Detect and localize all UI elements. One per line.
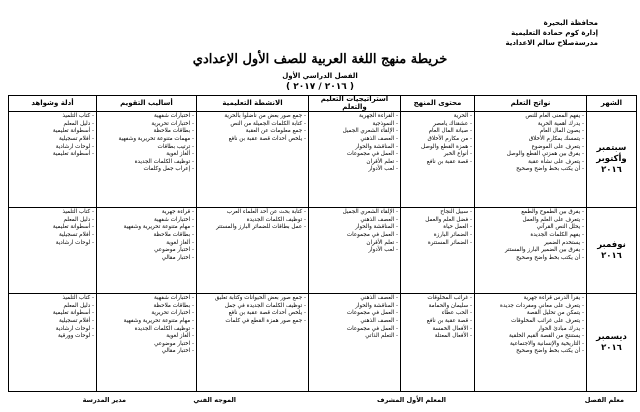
supervisor-signature: الموجه الفني [193,396,236,404]
list-item: - سليمان والحمامة [428,302,472,309]
strategies-cell [309,208,401,294]
list-item: - العمل في مجموعات [346,151,398,158]
list-item: - بطاقات ملاحظة [153,302,194,309]
list-item: - يتعرف على معاني ومفردات جديدة [500,302,584,309]
month-line: ٢٠١٦ [601,342,622,353]
list-item: - العصف الذهني [360,135,398,142]
list-item: - جمع صور بعض من ناضلوا بالحرية [224,113,306,120]
list-item: - يدرك أهمية الحرية [537,120,584,127]
principal-signature: مدير المدرسة [82,396,126,404]
list-item: - يدرك مبادئ الحوار [537,325,584,332]
content-cell [401,294,475,392]
outcomes-cell [475,208,587,294]
list-item: - الحرية [453,113,472,120]
list-item: - العصف الذهني [360,216,398,223]
list-item: - ألغاز لغوية [166,333,194,340]
school-header [506,18,598,48]
column-header: أدلة وشواهد [9,96,97,112]
list-item: - لعب الأدوار [368,166,398,173]
header-line: محافظة البحيرة [543,19,598,27]
list-item: - أن يكتب بخط واضح وصحيح [516,348,584,355]
month-line: سبتمبر [596,143,627,154]
list-item: - اختبارات تحريرية [151,310,194,317]
list-item: - مهمات متنوعة تحريرية وشفهية [118,135,194,142]
month-line: ٢٠١٦ [601,165,622,176]
list-item: - قصة عقبة بن نافع [426,158,472,165]
column-header: أساليب التقويم [97,96,197,112]
month-line: ٢٠١٦ [601,250,622,261]
curriculum-table [8,95,637,392]
table-row [9,208,637,294]
list-item: - أسطوانة تعليمية [52,224,94,231]
column-header: نواتج التعلم [475,96,587,112]
list-item: - فضل العلم والعمل [425,216,472,223]
list-item: - ترتيب بطاقات [157,143,194,150]
list-item: - ألغاز لغوية [166,239,194,246]
month-cell [587,294,637,392]
list-item: - توظيف الكلمات الجديدة [134,158,194,165]
list-item: - اختبارات تحريرية [151,120,194,127]
list-item: - الإلقاء الشعري الجميل [342,209,398,216]
table-row [9,294,637,392]
activities-cell [197,294,309,392]
list-item: - عشقناك يامصر [433,120,472,127]
list-item: - يفرق بين الطموح والطمع [521,209,584,216]
list-item: - يتعرف على الموضوع [531,143,584,150]
header-line: إدارة كوم حمادة التعليمية [511,29,598,37]
list-item: - تعلم الأقران [366,158,398,165]
column-header: الانشطة التعليمية [197,96,309,112]
first-teacher-signature: المعلم الأول المشرف [377,396,446,404]
document-title: خريطة منهج اللغة العربية للصف الأول الإعدادي [192,52,448,67]
list-item: - اختبار مقالي [161,348,194,355]
list-item: - توظيف الكلمات الجديدة [134,325,194,332]
list-item: - غرائب المخلوقات [427,295,472,302]
list-item: - سبيل النجاح [440,209,472,216]
list-item: - أسطوانة تعليمية [52,128,94,135]
list-item: - همزة القطع والوصل [420,143,472,150]
list-item: - توظيف الكلمات الجديدة في جمل [224,302,306,309]
list-item: - الحب عطاء [441,310,472,317]
strategies-cell [309,294,401,392]
evidence-cell [9,294,97,392]
list-item: - اختبارات شفهية [154,113,194,120]
list-item: - اختبار موضوعي [154,247,194,254]
list-item: - جمع صور همزة القطع في كلمات [225,317,306,324]
list-item: - ألغاز لغوية [166,151,194,158]
evidence-cell [9,112,97,208]
list-item: - لوحات ارشادية [55,325,94,332]
list-item: - الأفعال المعتلة [434,333,472,340]
list-item: - كتاب التلميذ [62,209,94,216]
list-item: - أفلام تسجيلية [59,135,94,142]
list-item: - المناقشة والحوار [355,143,398,150]
strategies-cell [309,112,401,208]
month-line: وأكتوبر [596,154,627,165]
list-item: - دليل المعلم [63,120,94,127]
list-item: - التعلم الذاتي [365,333,398,340]
content-cell [401,208,475,294]
list-item: - اختبار مقالي [161,254,194,261]
list-item: - كتاب التلميذ [62,295,94,302]
list-item: - يتعرف على العلم والعمل [522,216,584,223]
list-item: - اختبار موضوعي [154,340,194,347]
list-item: - أنواع الخبر [443,151,472,158]
activities-cell [197,208,309,294]
list-item: - تعلم الأقران [366,239,398,246]
list-item: - يفهم الكلمات الجديدة [530,231,584,238]
evaluation-cell [97,112,197,208]
list-item: - يتمكن من تحليل القصة [526,310,584,317]
evaluation-cell [97,294,197,392]
list-item: - يفرق بين همزتي القطع والوصل [506,151,584,158]
header-line: مدرسةصلاح سالم الاعدادية [505,39,598,47]
table-header-row [9,96,637,112]
list-item: - عمل بطاقات للضمائر البارز والمستتر [216,224,306,231]
list-item: - التاريخية والإنسانية والاجتماعية [509,340,584,347]
table-row [9,112,637,208]
year-label: ( ٢٠١٦ / ٢٠١٧ ) [285,82,355,92]
list-item: - الأفعال الخمسة [432,325,472,332]
column-header: محتوى المنهج [401,96,475,112]
list-item: - لعب الأدوار [368,247,398,254]
list-item: - دليل المعلم [63,216,94,223]
list-item: - توظيف الكلمات الجديدة [246,216,306,223]
list-item: - المناقشة والحوار [355,302,398,309]
list-item: - بطاقات ملاحظة [153,231,194,238]
list-item: - مهام متنوعة تحريرية وشفهية [123,224,194,231]
list-item: - يتعرف على نشأة عقبة [528,158,584,165]
list-item: - أن يكتب بخط واضح وصحيح [516,166,584,173]
column-header: الشهر [587,96,637,112]
list-item: - العمل حياة [443,224,472,231]
month-cell [587,208,637,294]
evaluation-cell [97,208,197,294]
column-header: استراتيجيات التعليم والتعلم [309,96,401,112]
outcomes-cell [475,112,587,208]
list-item: - قراءة جهرية [161,209,194,216]
list-item: - مهام متنوعة تحريرية وشفهية [123,317,194,324]
list-item: - العصف الذهني [360,317,398,324]
teacher-signature: معلم الفصل [584,396,624,404]
list-item: - قصة عقبة بن نافع [426,317,472,324]
month-cell [587,112,637,208]
list-item: - صيانة المال العام [428,128,472,135]
list-item: - يصون المال العام [539,128,584,135]
list-item: - المناقشة والحوار [355,224,398,231]
content-cell [401,112,475,208]
list-item: - لوحات ارشادية [55,143,94,150]
list-item: - العصف الذهني [360,295,398,302]
activities-cell [197,112,309,208]
list-item: - يقرأ الدرس قراءة جهرية [523,295,584,302]
list-item: - من مكارم الأخلاق [427,135,472,142]
list-item: - اختبارات شفهية [154,216,194,223]
list-item: - يلخص أحداث قصة عقبة بن نافع [228,310,306,317]
list-item: - كتابة بحث عن أحد العلماء العرب [226,209,306,216]
list-item: - إعراب جمل وكلمات [143,166,194,173]
month-line: نوفمبر [597,239,626,250]
list-item: - الضمائر البارزة [433,231,472,238]
month-line: ديسمبر [596,331,627,342]
list-item: - أفلام تسجيلية [59,231,94,238]
list-item: - النموذجية [372,120,398,127]
list-item: - أسطوانة تعليمية [52,310,94,317]
list-item: - يستخدم الضمير [544,239,584,246]
list-item: - جمع معلومات عن العقبة [245,128,306,135]
list-item: - يتعرف على غرائب المخلوقات [511,317,584,324]
list-item: - القراءة الجهرية [359,113,398,120]
list-item: - أن يكتب بخط واضح وصحيح [516,254,584,261]
list-item: - يحلل النص القرآني [536,224,584,231]
list-item: - لوحات ارشادية [55,239,94,246]
list-item: - أفلام تسجيلية [59,317,94,324]
list-item: - لوحات وورقية [57,333,94,340]
list-item: - دليل المعلم [63,302,94,309]
list-item: - جمع صور بعض الحيوانات وكتابة تعليق [214,295,306,302]
list-item: - يستنتج من القصة القيم الخلقية [508,333,584,340]
term-label: الفصل الدراسي الأول [282,72,358,80]
list-item: - بطاقات ملاحظة [153,128,194,135]
list-item: - يلخص أحداث قصة عقبة بن نافع [228,135,306,142]
list-item: - العمل في مجموعات [346,325,398,332]
list-item: - يتمسك بمكارم الأخلاق [528,135,584,142]
list-item: - أسطوانة تعليمية [52,151,94,158]
list-item: - يفرق بين الضمير البارز والمستتر [504,247,584,254]
list-item: - العمل في مجموعات [346,231,398,238]
list-item: - يفهم المعنى العام للنص [525,113,584,120]
list-item: - الضمائر المستترة [427,239,472,246]
list-item: - الإلقاء الشعري الجميل [342,128,398,135]
list-item: - كتاب التلميذ [62,113,94,120]
list-item: - كتابة الكلمات الجميلة من النص [230,120,306,127]
outcomes-cell [475,294,587,392]
list-item: - العمل في مجموعات [346,310,398,317]
list-item: - اختبارات شفهية [154,295,194,302]
evidence-cell [9,208,97,294]
